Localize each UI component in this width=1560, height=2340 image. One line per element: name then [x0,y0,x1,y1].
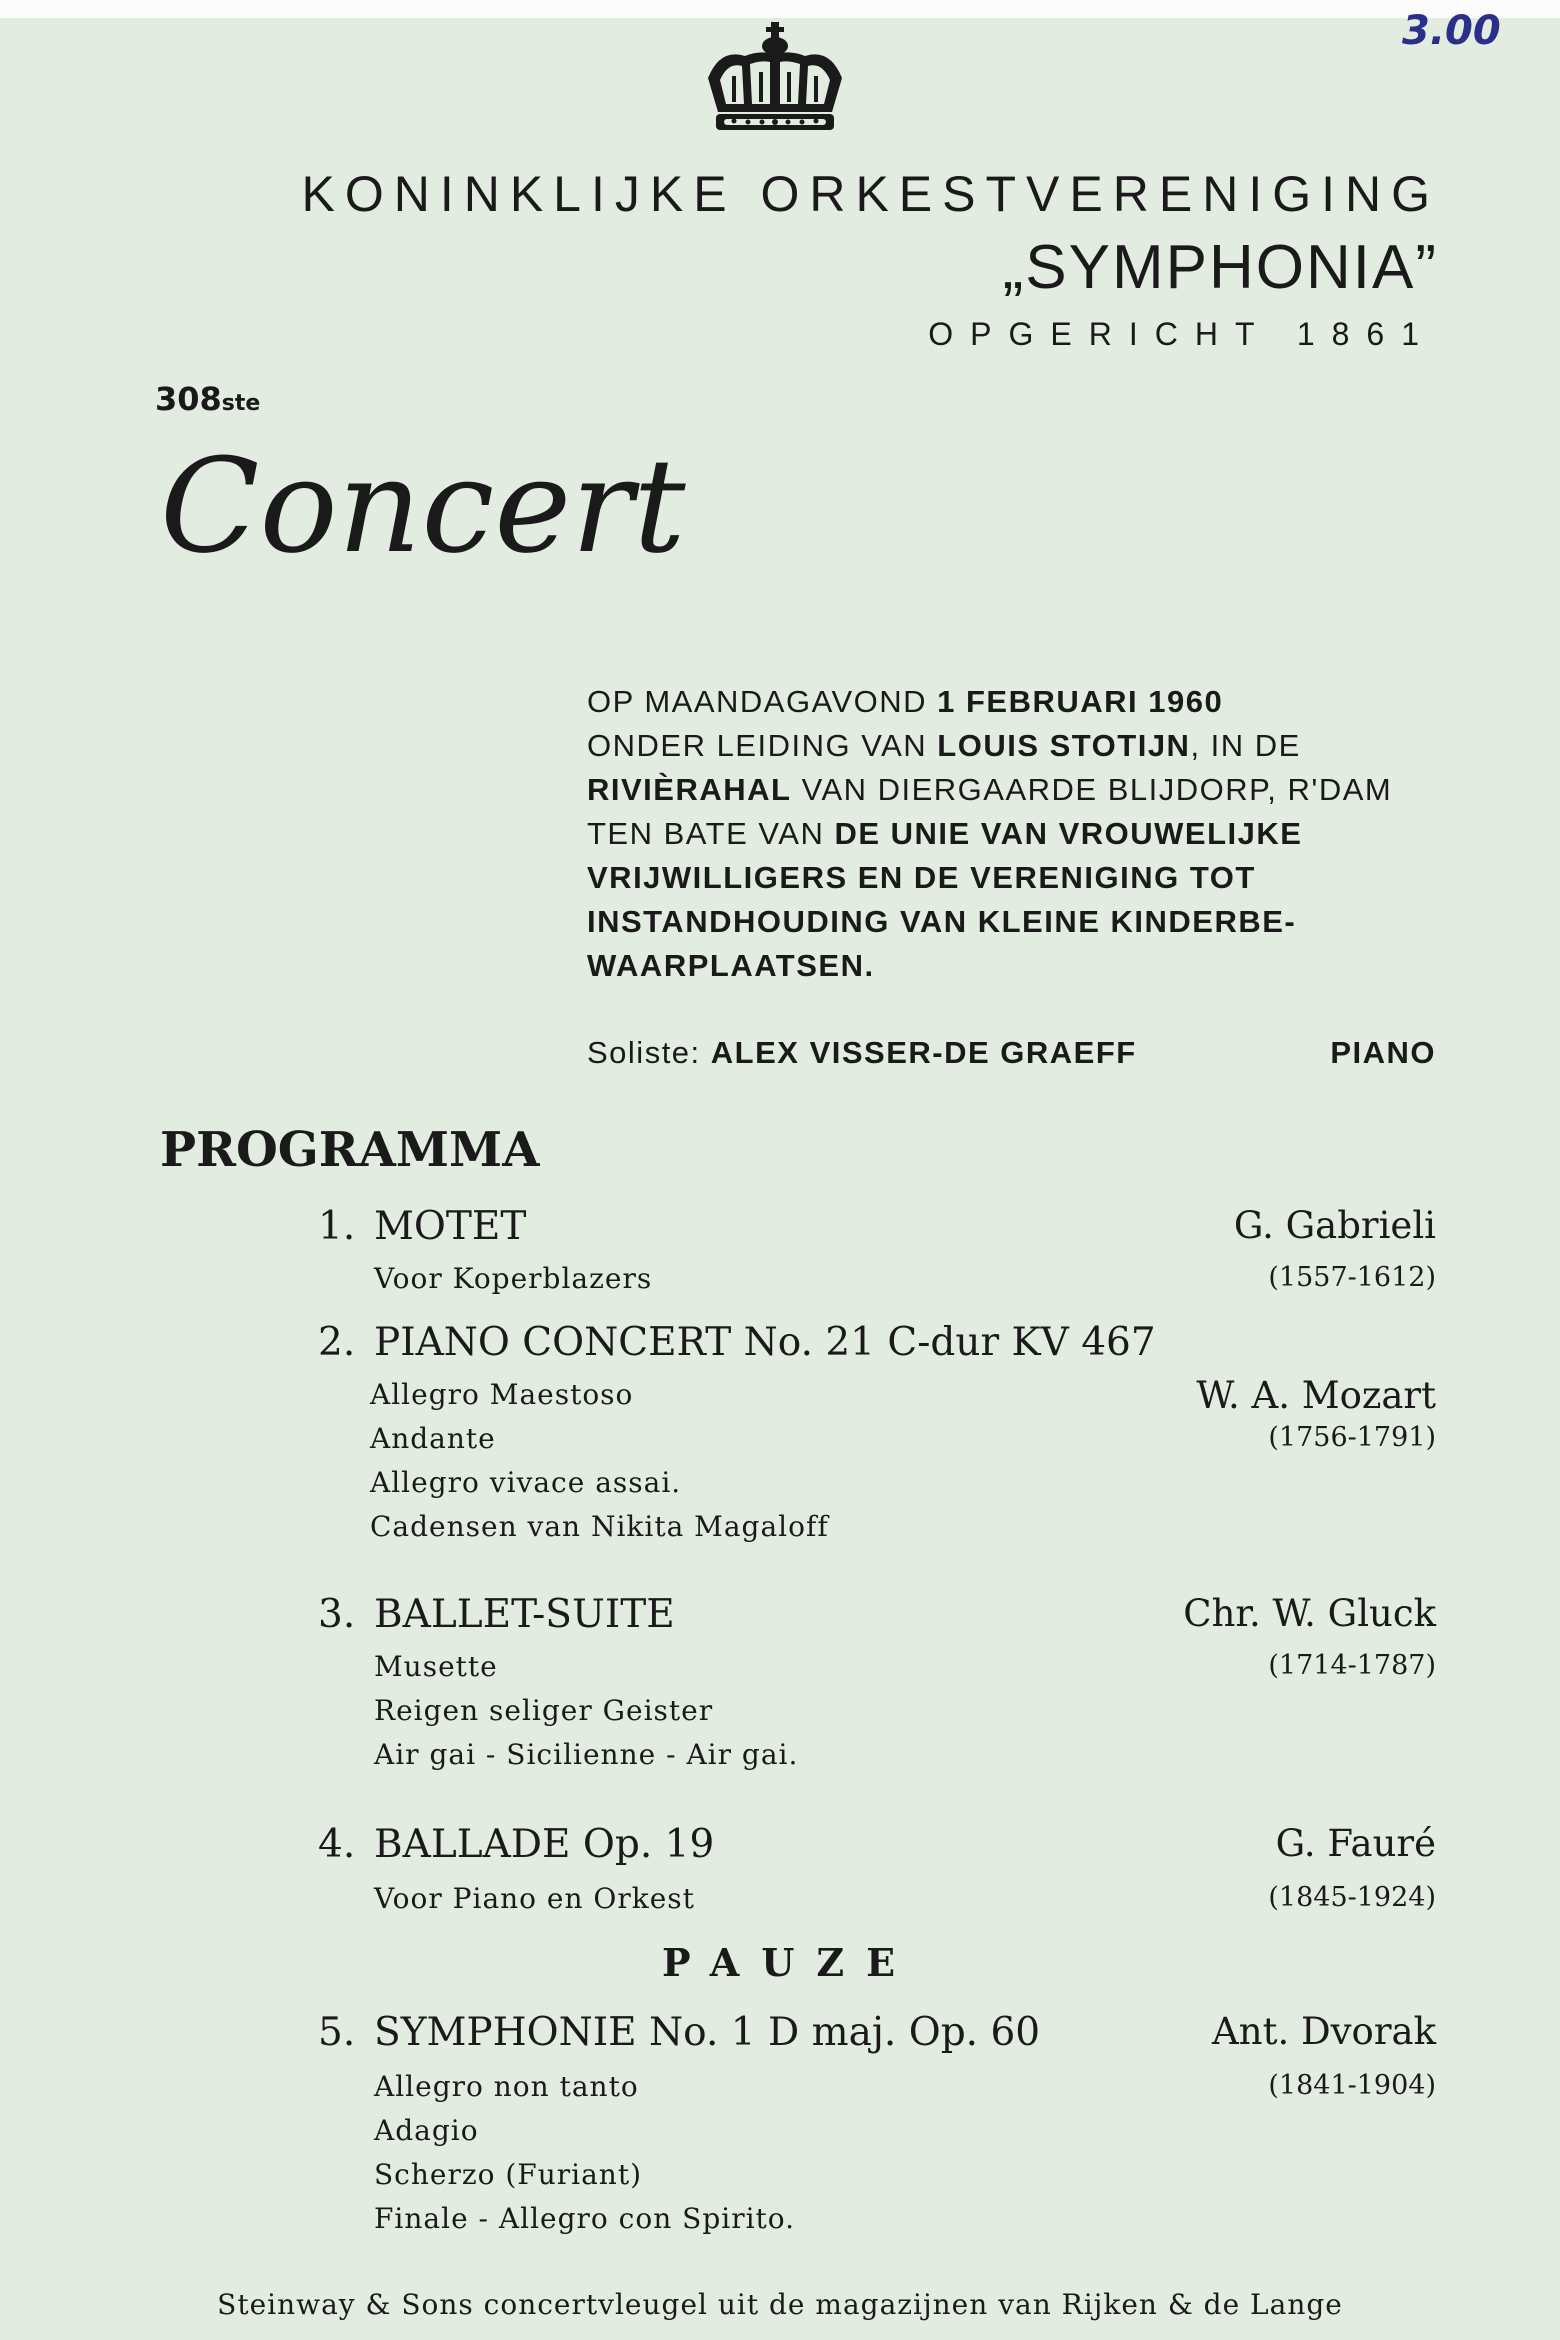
item-composer: Ant. Dvorak [1212,2010,1436,2053]
conductor-name: LOUIS STOTIJN [937,728,1191,763]
info-date-prefix: OP MAANDAGAVOND [587,684,938,719]
item-composer: G. Fauré [1275,1822,1436,1865]
concert-heading: Concert [160,430,686,582]
info-line-venue [587,772,1392,816]
concert-number-value: 308 [155,380,222,418]
soloist-name: ALEX VISSER-DE GRAEFF [710,1035,1137,1070]
item-title: BALLADE Op. 19 [374,1822,715,1867]
item-title: SYMPHONIE No. 1 D maj. Op. 60 [374,2010,1041,2055]
item-title: MOTET [374,1204,527,1249]
concert-date: 1 FEBRUARI 1960 [937,684,1224,719]
item-movement: Adagio [374,2114,479,2147]
item-number: 5. [318,2010,356,2055]
item-movement: Musette [374,1650,498,1683]
item-title: PIANO CONCERT No. 21 C-dur KV 467 [374,1320,1156,1365]
item-composer-years: (1714-1787) [1268,1650,1436,1681]
item-movement: Allegro vivace assai. [370,1466,682,1499]
item-composer-years: (1841-1904) [1268,2070,1436,2101]
soloist-label: Soliste: [587,1035,701,1070]
intermission-label: PAUZE [662,1940,918,1985]
handwritten-note: 3.00 [1402,8,1501,54]
item-movement: Andante [370,1422,496,1455]
program-title: PROGRAMMA [160,1122,540,1178]
info-conductor-suffix: , IN DE [1190,728,1301,763]
beneficiary-line-3: INSTANDHOUDING VAN KLEINE KINDERBE- [587,904,1297,939]
item-composer: W. A. Mozart [1196,1374,1436,1417]
item-title: BALLET-SUITE [374,1592,675,1637]
venue-location: VAN DIERGAARDE BLIJDORP, R'DAM [791,772,1393,807]
item-number: 1. [318,1204,356,1249]
item-composer-years: (1845-1924) [1268,1882,1436,1913]
beneficiary-line-4: WAARPLAATSEN. [587,948,875,983]
item-movement: Allegro Maestoso [370,1378,634,1411]
item-composer-years: (1557-1612) [1268,1262,1436,1293]
soloist-instrument: PIANO [1330,1035,1436,1070]
soloist-instrument-line [1200,1035,1436,1079]
orchestra-name: „SYMPHONIA” [1002,233,1438,302]
info-line-beneficiary-2 [587,860,1256,904]
item-movement: Voor Koperblazers [374,1262,653,1295]
crown-icon [700,20,850,135]
info-line-beneficiary-3 [587,904,1296,948]
beneficiary-start: DE UNIE VAN VROUWELIJKE [834,816,1303,851]
item-number: 4. [318,1822,356,1867]
info-line-date [587,684,1223,728]
organization-title: KONINKLIJKE ORKESTVERENIGING [301,166,1440,222]
venue-name: RIVIÈRAHAL [587,772,792,807]
item-movement: Reigen seliger Geister [374,1694,714,1727]
info-beneficiary-prefix: TEN BATE VAN [587,816,835,851]
concert-number [155,380,260,418]
item-movement: Voor Piano en Orkest [374,1882,695,1915]
founded-year: OPGERICHT 1861 [928,316,1436,352]
concert-number-suffix: ste [221,391,261,416]
page-top-edge [0,0,1560,18]
beneficiary-line-2: VRIJWILLIGERS EN DE VERENIGING TOT [587,860,1256,895]
item-composer: G. Gabrieli [1233,1204,1436,1247]
item-number: 3. [318,1592,356,1637]
footer-note: Steinway & Sons concertvleugel uit de magazijnen van Rijken & de Lange [217,2288,1343,2321]
item-movement: Scherzo (Furiant) [374,2158,642,2191]
info-conductor-prefix: ONDER LEIDING VAN [587,728,938,763]
info-line-beneficiary-4 [587,948,875,992]
soloist-line [587,1035,1137,1079]
item-composer: Chr. W. Gluck [1183,1592,1436,1635]
item-movement: Cadensen van Nikita Magaloff [370,1510,829,1543]
item-number: 2. [318,1320,356,1365]
info-line-beneficiary [587,816,1302,860]
info-line-conductor [587,728,1301,772]
item-movement: Air gai - Sicilienne - Air gai. [374,1738,799,1771]
item-movement: Finale - Allegro con Spirito. [374,2202,796,2235]
item-movement: Allegro non tanto [374,2070,639,2103]
item-composer-years: (1756-1791) [1268,1422,1436,1453]
